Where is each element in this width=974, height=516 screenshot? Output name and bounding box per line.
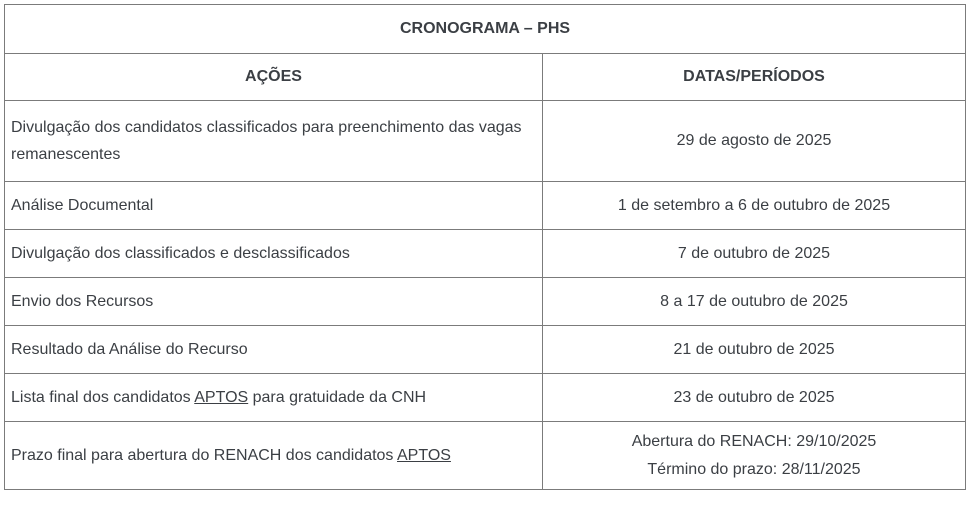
date-line: Abertura do RENACH: 29/10/2025 xyxy=(631,433,877,451)
action-text: Prazo final para abertura do RENACH dos candidatos xyxy=(11,446,397,464)
date-line: 29 de agosto de 2025 xyxy=(676,132,832,150)
date-cell xyxy=(543,422,966,490)
table-row xyxy=(5,326,966,374)
table-row xyxy=(5,182,966,230)
date-cell xyxy=(543,182,966,230)
action-cell xyxy=(5,182,543,230)
column-header-acoes: AÇÕES xyxy=(5,54,543,101)
table-row xyxy=(5,278,966,326)
table-title: CRONOGRAMA – PHS xyxy=(5,5,966,54)
action-text: Envio dos Recursos xyxy=(11,292,154,310)
action-cell xyxy=(5,326,543,374)
date-cell xyxy=(543,278,966,326)
table-row xyxy=(5,374,966,422)
date-line: 8 a 17 de outubro de 2025 xyxy=(660,292,848,310)
date-line: 21 de outubro de 2025 xyxy=(673,340,835,358)
underlined-text: APTOS xyxy=(194,388,249,406)
schedule-body xyxy=(5,101,966,490)
column-header-datas-periodos: DATAS/PERÍODOS xyxy=(543,54,966,101)
table-row xyxy=(5,101,966,182)
action-text: Divulgação dos classificados e desclassificados xyxy=(11,244,350,262)
action-cell xyxy=(5,422,543,490)
action-cell xyxy=(5,374,543,422)
date-cell xyxy=(543,374,966,422)
table-row xyxy=(5,230,966,278)
action-text: Resultado da Análise do Recurso xyxy=(11,340,248,358)
underlined-text: APTOS xyxy=(397,446,451,464)
action-text: Divulgação dos candidatos classificados para preenchimento das vagas remanescentes xyxy=(11,118,522,163)
date-cell xyxy=(543,230,966,278)
action-text: para gratuidade da CNH xyxy=(248,388,427,406)
date-line: 1 de setembro a 6 de outubro de 2025 xyxy=(617,196,891,214)
table-row xyxy=(5,422,966,490)
date-line: 23 de outubro de 2025 xyxy=(673,388,835,406)
action-text: Lista final dos candidatos xyxy=(11,388,195,406)
action-text: Análise Documental xyxy=(11,196,154,214)
table-header-row xyxy=(5,54,966,101)
action-cell xyxy=(5,278,543,326)
action-cell xyxy=(5,230,543,278)
cronograma-table xyxy=(4,4,966,490)
date-cell xyxy=(543,101,966,182)
date-line: 7 de outubro de 2025 xyxy=(677,244,831,262)
date-cell xyxy=(543,326,966,374)
action-cell xyxy=(5,101,543,182)
table-title-row xyxy=(5,5,966,54)
date-line: Término do prazo: 28/11/2025 xyxy=(647,460,861,478)
